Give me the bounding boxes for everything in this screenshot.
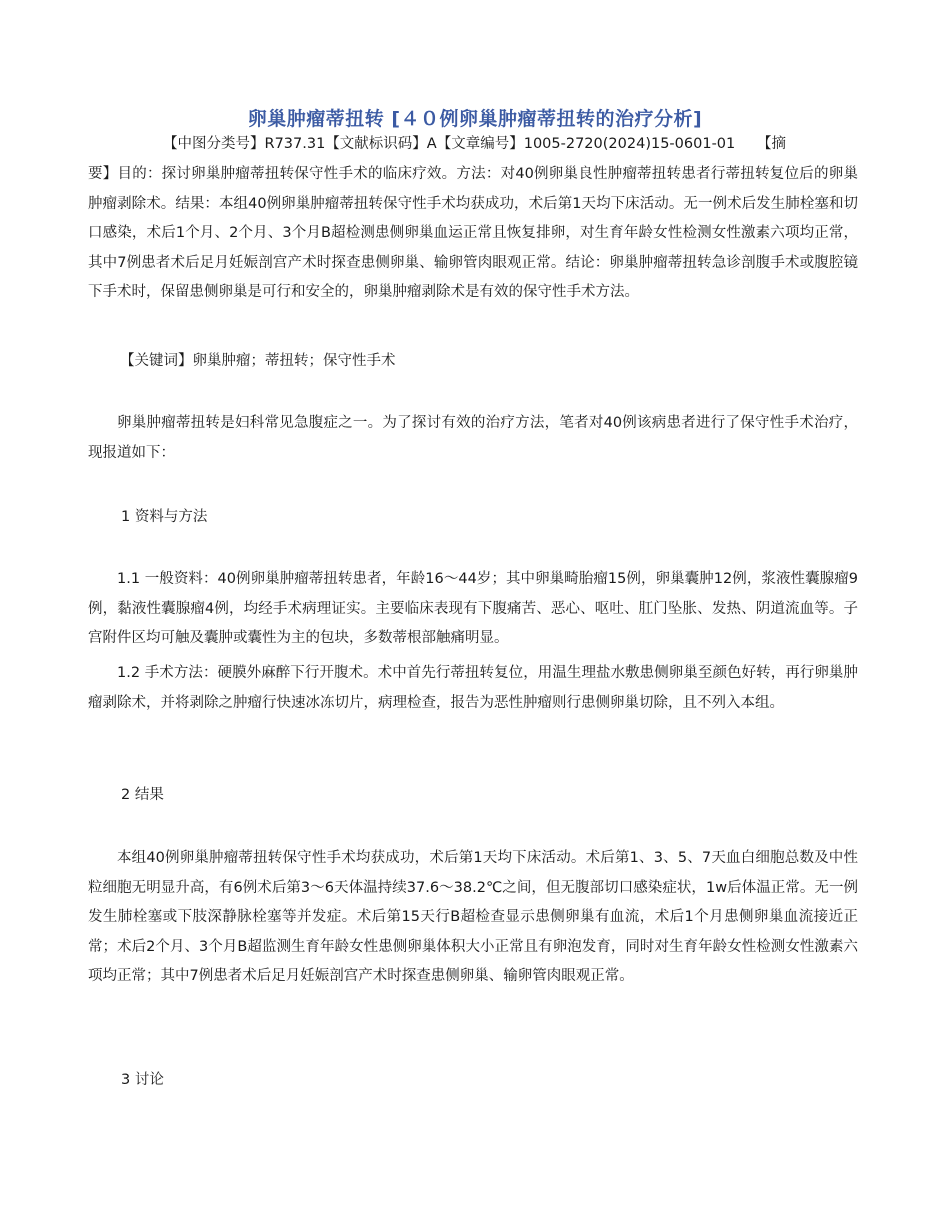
section-1-heading: 1 资料与方法	[121, 509, 208, 525]
intro-paragraph: 卵巢肿瘤蒂扭转是妇科常见急腹症之一。为了探讨有效的治疗方法，笔者对40例该病患者进行了保守性手术治疗，现报道如下：	[88, 415, 858, 461]
meta-line: 【中图分类号】R737.31【文献标识码】A【文章编号】1005-2720(2024)15-0601-01 【摘	[163, 136, 786, 152]
section-1-1-paragraph: 1.1 一般资料：40例卵巢肿瘤蒂扭转患者，年龄16～44岁；其中卵巢畸胎瘤15例，卵巢囊肿12例，浆液性囊腺瘤9例，黏液性囊腺瘤4例，均经手术病理证实。主要临床表现有下腹痛苦、恶心、呕吐、肛门坠胀、发热、阴道流血等。子宫附件区均可触及囊肿或囊性为主的包块，多数蒂根部触痛明显。	[88, 571, 858, 646]
article-title: 卵巢肿瘤蒂扭转 [４０例卵巢肿瘤蒂扭转的治疗分析]	[247, 108, 703, 130]
section-2-heading: 2 结果	[121, 787, 164, 803]
section-1-2-paragraph: 1.2 手术方法：硬膜外麻醉下行开腹术。术中首先行蒂扭转复位，用温生理盐水敷患侧卵巢至颜色好转，再行卵巢肿瘤剥除术，并将剥除之肿瘤行快速冰冻切片，病理检查，报告为恶性肿瘤则行患侧卵巢切除，且不列入本组。	[88, 665, 858, 711]
keywords: 【关键词】卵巢肿瘤；蒂扭转；保守性手术	[120, 353, 396, 369]
section-3-heading: 3 讨论	[121, 1072, 164, 1088]
abstract: 要】目的：探讨卵巢肿瘤蒂扭转保守性手术的临床疗效。方法：对40例卵巢良性肿瘤蒂扭转患者行蒂扭转复位后的卵巢肿瘤剥除术。结果：本组40例卵巢肿瘤蒂扭转保守性手术均获成功，术后第1天均下床活动。无一例术后发生肺栓塞和切口感染，术后1个月、2个月、3个月B超检测患侧卵巢血运正常且恢复排卵，对生育年龄女性检测女性激素六项均正常，其中7例患者术后足月妊娠剖宫产术时探查患侧卵巢、输卵管肉眼观正常。结论：卵巢肿瘤蒂扭转急诊剖腹手术或腹腔镜下手术时，保留患侧卵巢是可行和安全的，卵巢肿瘤剥除术是有效的保守性手术方法。	[88, 166, 858, 300]
section-2-paragraph: 本组40例卵巢肿瘤蒂扭转保守性手术均获成功，术后第1天均下床活动。术后第1、3、5、7天血白细胞总数及中性粒细胞无明显升高，有6例术后第3～6天体温持续37.6～38.2℃之间，但无腹部切口感染症状，1w后体温正常。无一例发生肺栓塞或下肢深静脉栓塞等并发症。术后第15天行B超检查显示患侧卵巢有血流，术后1个月患侧卵巢血流接近正常；术后2个月、3个月B超监测生育年龄女性患侧卵巢体积大小正常且有卵泡发育，同时对生育年龄女性检测女性激素六项均正常；其中7例患者术后足月妊娠剖宫产术时探查患侧卵巢、输卵管肉眼观正常。	[88, 850, 858, 984]
